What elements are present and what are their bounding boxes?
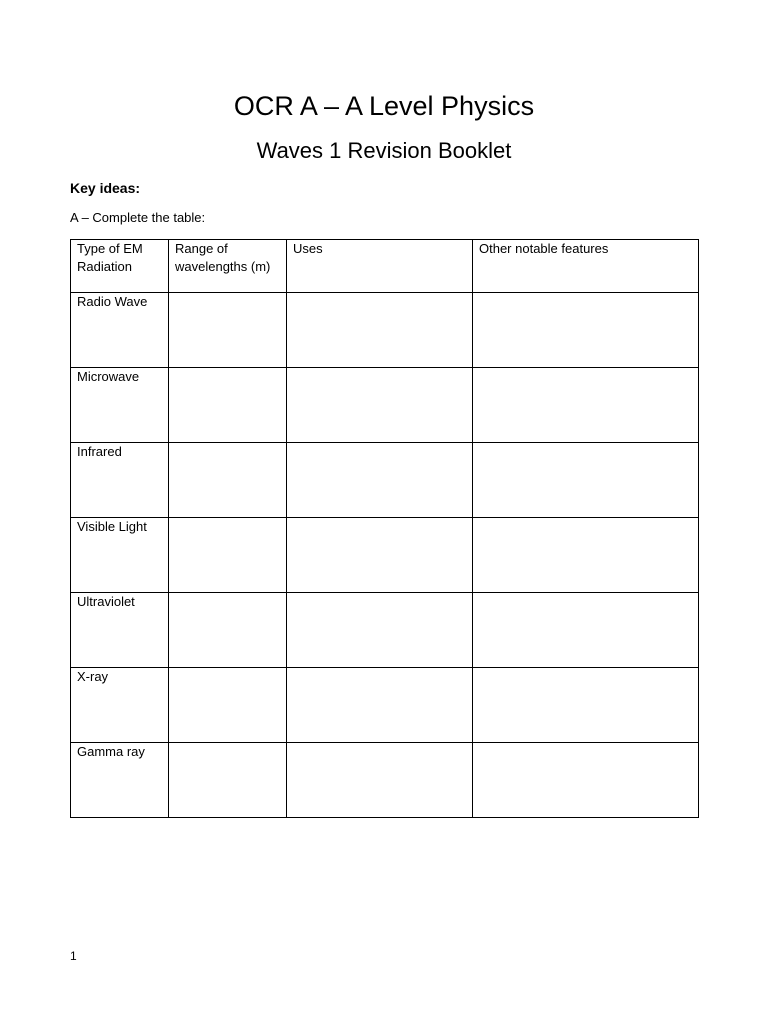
header-other-notable-features: Other notable features (473, 240, 699, 293)
cell-other-features[interactable] (473, 368, 699, 443)
table-header-row (71, 240, 699, 293)
cell-uses[interactable] (287, 668, 473, 743)
cell-wavelength-range[interactable] (169, 593, 287, 668)
cell-other-features[interactable] (473, 743, 699, 818)
cell-other-features[interactable] (473, 668, 699, 743)
page-title: OCR A – A Level Physics (233, 91, 535, 121)
page-subtitle: Waves 1 Revision Booklet (256, 138, 512, 163)
table-row (71, 668, 699, 743)
table-row (71, 368, 699, 443)
cell-other-features[interactable] (473, 443, 699, 518)
cell-uses[interactable] (287, 368, 473, 443)
cell-radiation-type: Ultraviolet (71, 593, 169, 668)
cell-wavelength-range[interactable] (169, 743, 287, 818)
header-range-of-wavelengths: Range of wavelengths (m) (169, 240, 287, 293)
table-instruction: A – Complete the table: (70, 210, 206, 225)
table-row (71, 518, 699, 593)
cell-radiation-type: Microwave (71, 368, 169, 443)
cell-uses[interactable] (287, 743, 473, 818)
table-row (71, 443, 699, 518)
cell-other-features[interactable] (473, 293, 699, 368)
cell-uses[interactable] (287, 518, 473, 593)
table-row (71, 293, 699, 368)
cell-wavelength-range[interactable] (169, 443, 287, 518)
table-row (71, 743, 699, 818)
cell-radiation-type: Gamma ray (71, 743, 169, 818)
key-ideas-heading: Key ideas: (70, 180, 141, 196)
cell-wavelength-range[interactable] (169, 668, 287, 743)
cell-radiation-type: Radio Wave (71, 293, 169, 368)
cell-wavelength-range[interactable] (169, 518, 287, 593)
cell-wavelength-range[interactable] (169, 368, 287, 443)
page-number: 1 (70, 949, 77, 963)
cell-radiation-type: Visible Light (71, 518, 169, 593)
em-radiation-table (70, 239, 699, 818)
cell-other-features[interactable] (473, 593, 699, 668)
header-uses: Uses (287, 240, 473, 293)
cell-radiation-type: Infrared (71, 443, 169, 518)
cell-other-features[interactable] (473, 518, 699, 593)
cell-uses[interactable] (287, 443, 473, 518)
cell-wavelength-range[interactable] (169, 293, 287, 368)
header-type-of-em-radiation: Type of EM Radiation (71, 240, 169, 293)
table-row (71, 593, 699, 668)
cell-uses[interactable] (287, 593, 473, 668)
cell-uses[interactable] (287, 293, 473, 368)
cell-radiation-type: X-ray (71, 668, 169, 743)
